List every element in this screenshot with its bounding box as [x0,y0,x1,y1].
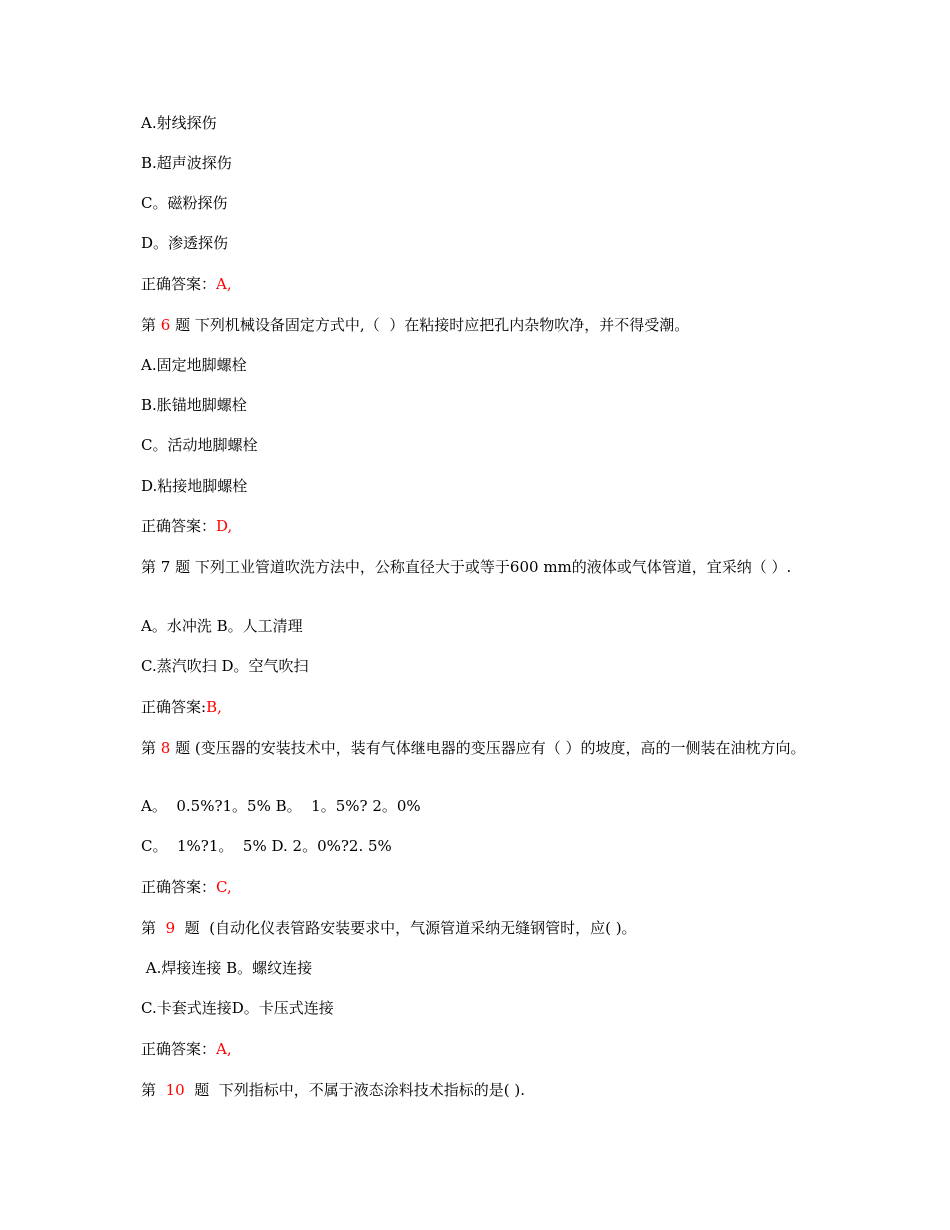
q7-stem [141,556,813,578]
q10-stem [141,1079,525,1101]
q5-option-b: B.超声波探伤 [141,154,232,172]
q6-option-b: B.胀锚地脚螺栓 [141,396,247,414]
question-number: 8 [160,739,171,757]
answer-label: 正确答案: [141,698,207,716]
question-prefix: 第 [141,316,157,334]
q5-option-c: C。磁粉探伤 [141,194,228,212]
question-suffix: 题 [175,558,191,576]
q9-stem [141,917,637,939]
answer-value: A, [216,275,232,293]
answer-value: C, [216,878,232,896]
question-suffix: 题 [175,316,191,334]
q6-option-a: A.固定地脚螺栓 [141,356,247,374]
question-text: (自动化仪表管路安装要求中，气源管道采纳无缝钢管时，应( )。 [209,919,637,937]
answer-label: 正确答案： [141,878,217,896]
answer-value: B, [206,698,222,716]
answer-label: 正确答案： [141,275,217,293]
question-suffix: 题 [175,739,191,757]
answer-value: D, [216,517,233,535]
question-prefix: 第 [141,1081,157,1099]
q8-options-ab: A。 0.5%?1。5% B。 1。5%? 2。0% [141,797,421,815]
question-suffix: 题 [184,919,200,937]
answer-value: A, [216,1040,232,1058]
question-prefix: 第 [141,558,157,576]
question-number: 7 [160,558,171,576]
question-number: 6 [160,316,171,334]
q9-options-ab: A.焊接连接 B。螺纹连接 [141,959,313,977]
question-number: 10 [165,1081,185,1099]
question-text: (变压器的安装技术中，装有气体继电器的变压器应有（ ）的坡度，高的一侧装在油枕方向。 [194,739,806,757]
q7-answer [141,696,222,718]
question-text: 下列工业管道吹洗方法中，公称直径大于或等于600 mm的液体或气体管道，宜采纳（ ）. [194,558,792,576]
q6-answer [141,515,232,537]
q8-stem [141,737,813,759]
q9-answer [141,1038,232,1060]
q8-answer [141,876,232,898]
question-text: 下列机械设备固定方式中,（ ）在粘接时应把孔内杂物吹净，并不得受潮。 [194,316,690,334]
q5-option-d: D。渗透探伤 [141,234,229,252]
q6-option-d: D.粘接地脚螺栓 [141,477,248,495]
q6-stem [141,314,689,336]
q8-options-cd: C。 1%?1。 5% D. 2。0%?2. 5% [141,837,392,855]
q5-answer [141,273,232,295]
question-prefix: 第 [141,739,157,757]
question-suffix: 题 [194,1081,210,1099]
answer-label: 正确答案： [141,1040,217,1058]
question-text: 下列指标中，不属于液态涂料技术指标的是( ). [218,1081,526,1099]
q7-options-cd: C.蒸汽吹扫 D。空气吹扫 [141,657,309,675]
q9-options-cd: C.卡套式连接D。卡压式连接 [141,999,334,1017]
answer-label: 正确答案： [141,517,217,535]
question-number: 9 [165,919,176,937]
question-prefix: 第 [141,919,157,937]
q5-option-a: A.射线探伤 [141,114,217,132]
q7-options-ab: A。水冲洗 B。人工清理 [141,617,303,635]
q6-option-c: C。活动地脚螺栓 [141,436,258,454]
